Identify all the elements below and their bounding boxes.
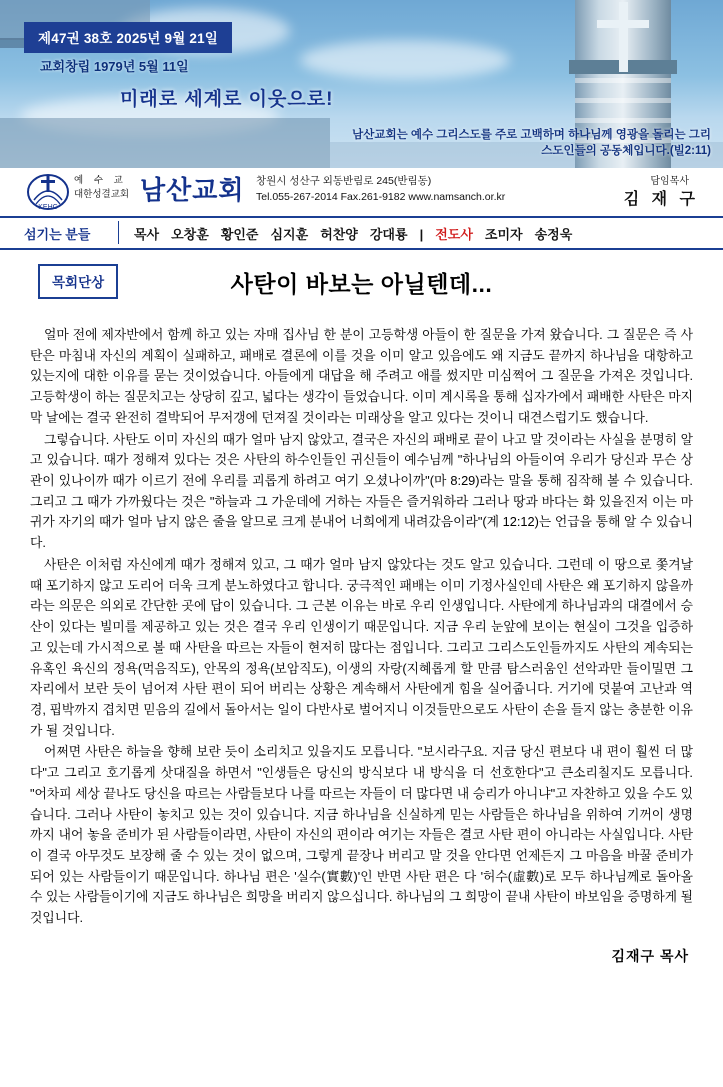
staff-pastor-3: 심지훈 <box>270 227 309 242</box>
volume-date-bar: 제47권 38호 2025년 9월 21일 <box>24 22 232 53</box>
staff-bar <box>0 218 723 250</box>
staff-separator: | <box>419 227 424 242</box>
article-paragraph: 사탄은 이처럼 자신에게 때가 정해져 있고, 그 때가 얼마 남지 않았다는 것도 알고 있습니다. 그런데 이 땅으로 쫓겨날 때 포기하지 않고 도리어 더욱 크게 분노하였다고 합니다. 궁극적인 패배는 이미 기정사실인데 사탄은 왜 포기하지 않을까라는 의문은 의외로 간단한 곳에 답이 있습니다. 그 근본 이유는 바로 우리 인생입니다. 사탄에게 하나님과의 대결에서 승산이 있다는 빌미를 제공하고 있는 것은 결국 우리 인생이기 때문입니다. 지금 우리 눈앞에 보이는 현실이 그것을 입증하고 있는데 가시적으로 볼 때 사탄을 따르는 자들이 현저히 많다는 점입니다. 그리고 그리스도인들까지도 사탄의 계속되는 유혹인 육신의 정욕(먹음직도), 안목의 정욕(보암직도), 이생의 자랑(지혜롭게 할 만큼 탐스러움인 선악과만 들이밀면 그 자리에서 보란 듯이 넘어져 사탄 편이 되어 버리는 상황은 계속해서 사탄에게 힘을 실어줍니다. 거기에 덧붙여 고난과 역경, 핍박까지 겹치면 믿음의 길에서 돌아서는 일이 다반사로 벌어지니 이것들만으로도 사탄이 손을 들지 않는 충분한 이유가 될 것입니다. <box>30 556 693 738</box>
staff-pastor-1: 오창훈 <box>171 227 209 242</box>
staff-role-pastor: 목사 <box>134 227 160 242</box>
staff-pastor-5: 강대룡 <box>369 227 408 242</box>
svg-text:KEHC: KEHC <box>38 204 58 211</box>
church-slogan: 미래로 세계로 이웃으로! <box>120 89 334 110</box>
cloud-decoration <box>300 40 510 80</box>
denomination-line-2: 대한성결교회 <box>74 188 130 200</box>
article-section <box>0 250 723 984</box>
denomination-line-1: 예 수 교 <box>74 175 127 186</box>
cross-icon-bar <box>597 20 649 28</box>
church-name: 남산교회 <box>140 175 245 205</box>
column-tag: 목회단상 <box>38 264 118 299</box>
article-body <box>0 299 723 929</box>
founding-date: 교회창립 1979년 5월 11일 <box>40 59 189 74</box>
staff-evangelist-2: 송정욱 <box>534 227 573 242</box>
staff-bar-title: 섬기는 분들 <box>24 227 91 242</box>
church-nameplate <box>0 168 723 218</box>
staff-evangelist-1: 조미자 <box>484 227 523 242</box>
senior-pastor-label: 담임목사 <box>650 176 689 187</box>
staff-bar-divider <box>118 221 119 244</box>
staff-pastor-2: 황인준 <box>220 227 259 242</box>
denomination-label <box>74 174 129 202</box>
staff-role-evangelist: 전도사 <box>435 227 473 242</box>
building-photo-lower <box>0 118 330 168</box>
article-paragraph: 그렇습니다. 사탄도 이미 자신의 때가 얼마 남지 않았고, 결국은 자신의 패배로 끝이 나고 말 것이라는 사실을 분명히 알고 있습니다. 때가 정해져 있다는 것은 사탄의 하수인들인 귀신들이 예수님께 "하나님의 아들이여 우리가 당신과 무슨 상관이 있나이까 때가 이르기 전에 우리를 괴롭게 하려고 여기 오셨나이까"(마 8:29)라는 말을 통해 짐작해 볼 수 있습니다. 그리고 그 때가 가까웠다는 것은 "하늘과 그 가운데에 거하는 자들은 즐거워하라 그러나 땅과 바다는 화 있을진저 이는 마귀가 자기의 때가 얼마 남지 않은 줄을 알므로 크게 분내어 너희에게 내려갔음이라"(계 12:12)는 언급을 통해 알 수 있습니다. <box>30 431 693 551</box>
staff-pastor-4: 허찬양 <box>320 227 358 242</box>
vision-statement: 남산교회는 예수 그리스도를 주로 고백하며 하나님께 영광을 돌리는 그리스도인들의 공동체입니다.(빌2:11) <box>352 129 711 157</box>
staff-list <box>134 224 584 243</box>
article-headline: 사탄이 바보는 아닐텐데... <box>230 271 493 297</box>
masthead-banner <box>0 0 723 168</box>
article-paragraph: 얼마 전에 제자반에서 함께 하고 있는 자매 집사님 한 분이 고등학생 아들이 한 질문을 가져 왔습니다. 그 질문은 즉 사탄은 마침내 자신의 계획이 실패하고, 패배로 결론에 이를 것을 이미 알고 있음에도 왜 지금도 끝까지 하나님을 대항하고 있는지에 대한 이유를 묻는 것이었습니다. 아들에게 대답을 해 주려고 애를 썼지만 미심쩍어 그 질문을 가져온 것입니다. 고등학생이 하는 질문치고는 상당히 깊고, 넓다는 생각이 들었습니다. 이미 계시록을 통해 십자가에서 패배한 사탄은 마지막 날에는 결국 완전히 결박되어 무저갱에 던져질 것이라는 미래상을 알고 있다는 것이니 대견스럽기도 했습니다. <box>30 327 693 425</box>
senior-pastor-name: 김 재 구 <box>623 191 699 208</box>
church-address: 창원시 성산구 외동반림로 245(반림동) <box>256 175 432 187</box>
article-paragraph: 어쩌면 사탄은 하늘을 향해 보란 듯이 소리치고 있을지도 모릅니다. "보시라구요. 지금 당신 편보다 내 편이 훨씬 더 많다"고 그리고 호기롭게 삿대질을 하면서 "인생들은 당신의 방식보다 내 방식을 더 선호한다"고 큰소리칠지도 모릅니다. "어차피 세상 끝나도 당신을 따르는 사람들보다 나를 따르는 자들이 더 많다면 내 승리가 아니냐"고 자찬하고 있을 수도 있습니다. 그러나 사탄이 놓치고 있는 것이 있습니다. 지금 하나님을 신실하게 믿는 사람들은 하나님을 위하여 기꺼이 생명까지 내어 놓을 준비가 된 사람들이라면, 사탄이 자신의 편이라 여기는 자들은 결코 사탄 편이 아니라는 사실입니다. 사탄이 결국 아무것도 보장해 줄 수 있는 것이 없으며, 그렇게 끝장나 버리고 말 것을 안다면 언제든지 그 마음을 바꿀 준비가 되어 있는 사람들이기 때문입니다. 하나님 편은 '실수(實數)'인 반면 사탄 편은 다 '허수(虛數)로 모두 하나님께로 돌아올 수 있는 사람들이기에 지금도 하나님은 희망을 버리지 않으십니다. 하나님의 그 희망이 끝내 사탄이 바보임을 증명하게 될 것입니다. <box>30 744 693 926</box>
cross-icon <box>619 2 628 72</box>
church-contact: Tel.055-267-2014 Fax.261-9182 www.namsanch.or.kr <box>256 191 506 203</box>
church-logo-icon <box>26 170 70 214</box>
article-signature: 김재구 목사 <box>611 947 689 964</box>
